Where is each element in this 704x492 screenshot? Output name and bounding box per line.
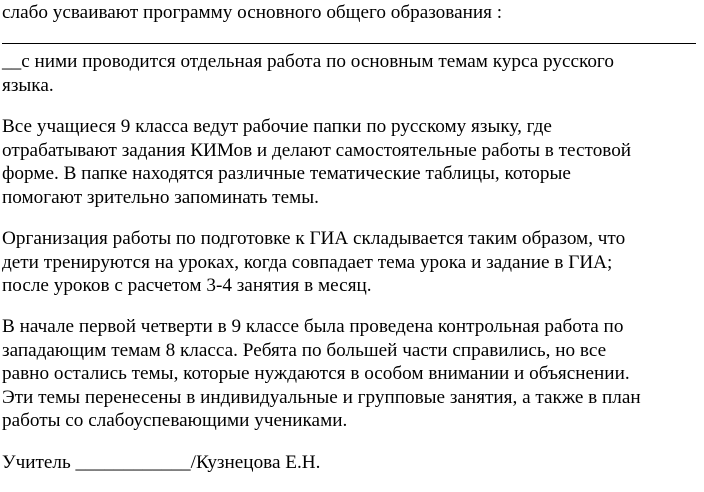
intro-line: [2, 1, 502, 25]
text-line: отрабатывают задания КИМов и делают самостоятельные работы в тестовой: [2, 139, 632, 161]
text-line: Эти темы перенесены в индивидуальные и групповые занятия, а также в план: [2, 386, 641, 408]
text-line: Учитель ____________/Кузнецова Е.Н.: [2, 452, 321, 473]
paragraph-gia-preparation: [2, 227, 625, 298]
text-line: Все учащиеся 9 класса ведут рабочие папки по русскому языку, где: [2, 116, 552, 137]
paragraph-work-folders: [2, 115, 631, 209]
text-line: дети тренируются на уроках, когда совпадает тема урока и задание в ГИА;: [2, 251, 613, 273]
paragraph-control-work: [2, 315, 641, 433]
text-line: В начале первой четверти в 9 классе была проведена контрольная работа по: [2, 316, 624, 337]
text-line: западающим темам 8 класса. Ребята по большей части справились, но все: [2, 339, 607, 361]
text-line: помогают зрительно запоминать темы.: [2, 186, 319, 208]
text-line: после уроков с расчетом 3-4 занятия в месяц.: [2, 275, 372, 297]
text-line: языка.: [2, 74, 54, 96]
text-line: слабо усваивают программу основного общего образования :: [2, 2, 503, 23]
text-line: __с ними проводится отдельная работа по основным темам курса русского: [2, 51, 614, 72]
paragraph-individual-work: [2, 50, 614, 97]
horizontal-rule: [2, 43, 696, 44]
text-line: равно остались темы, которые нуждаются в особом внимании и объяснении.: [2, 363, 630, 385]
text-line: Организация работы по подготовке к ГИА складывается таким образом, что: [2, 228, 626, 249]
teacher-signature-line: [2, 451, 320, 475]
text-line: работы со слабоуспевающими учениками.: [2, 410, 348, 432]
text-line: форме. В папке находятся различные тематические таблицы, которые: [2, 163, 571, 185]
